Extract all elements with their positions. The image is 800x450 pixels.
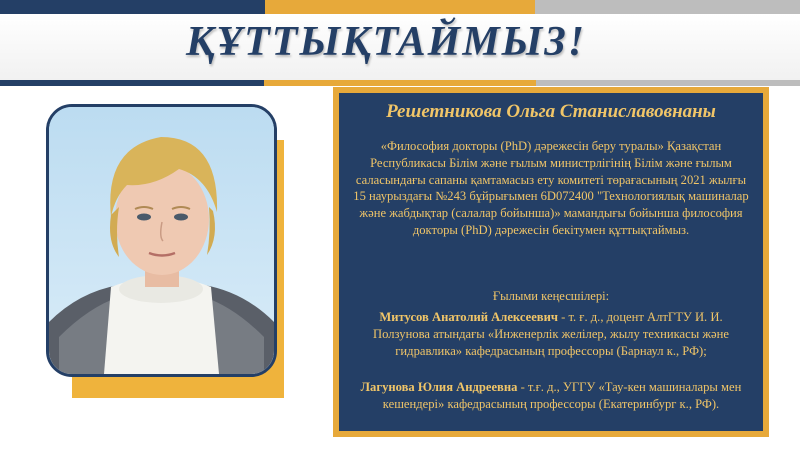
portrait-photo-icon — [49, 107, 274, 374]
top-accent-gold — [265, 0, 535, 14]
advisor-2 — [355, 379, 747, 413]
page-title: ҚҰТТЫҚТАЙМЫЗ! — [186, 19, 587, 65]
congratulation-text: «Философия докторы (PhD) дәрежесін беру туралы» Қазақстан Республикасы Білім және ғылым министрлігінің Білім және ғылым саласындағы сапаны қамтамасыз ету комитеті төрағасының 2021 жылғы 15 наурыздағы №243 бұйрығымен 6D072400 "Технологиялық машиналар және жабдықтар (салалар бойынша)» мамандығы бойынша философия докторы (PhD) дәрежесін бекітумен құттықтаймыз. — [353, 139, 749, 237]
top-accent-gray — [535, 0, 800, 14]
portrait-photo — [46, 104, 277, 377]
top-accent-navy — [0, 0, 265, 14]
advisor-1 — [355, 309, 747, 359]
advisor-1-details: - т. ғ. д., доцент АлтГТУ И. И. Ползунова атындағы «Инженерлік желілер, жылу техникасы және гидравлика» кафедрасының профессоры (Барнаул к., РФ); — [373, 310, 729, 358]
advisor-1-name: Митусов Анатолий Алексеевич — [379, 310, 558, 324]
info-panel — [339, 93, 763, 431]
honoree-name: Решетникова Ольга Станиславовнаны — [386, 101, 716, 122]
advisor-2-details: - т.ғ. д., УГГУ «Тау-кен машиналары мен кешендері» кафедрасының профессоры (Екатеринбург к., РФ). — [382, 380, 742, 411]
advisor-2-name: Лагунова Юлия Андреевна — [360, 380, 518, 394]
advisors-heading: Ғылыми кеңесшілері: — [492, 289, 610, 303]
header-rule — [0, 80, 800, 86]
